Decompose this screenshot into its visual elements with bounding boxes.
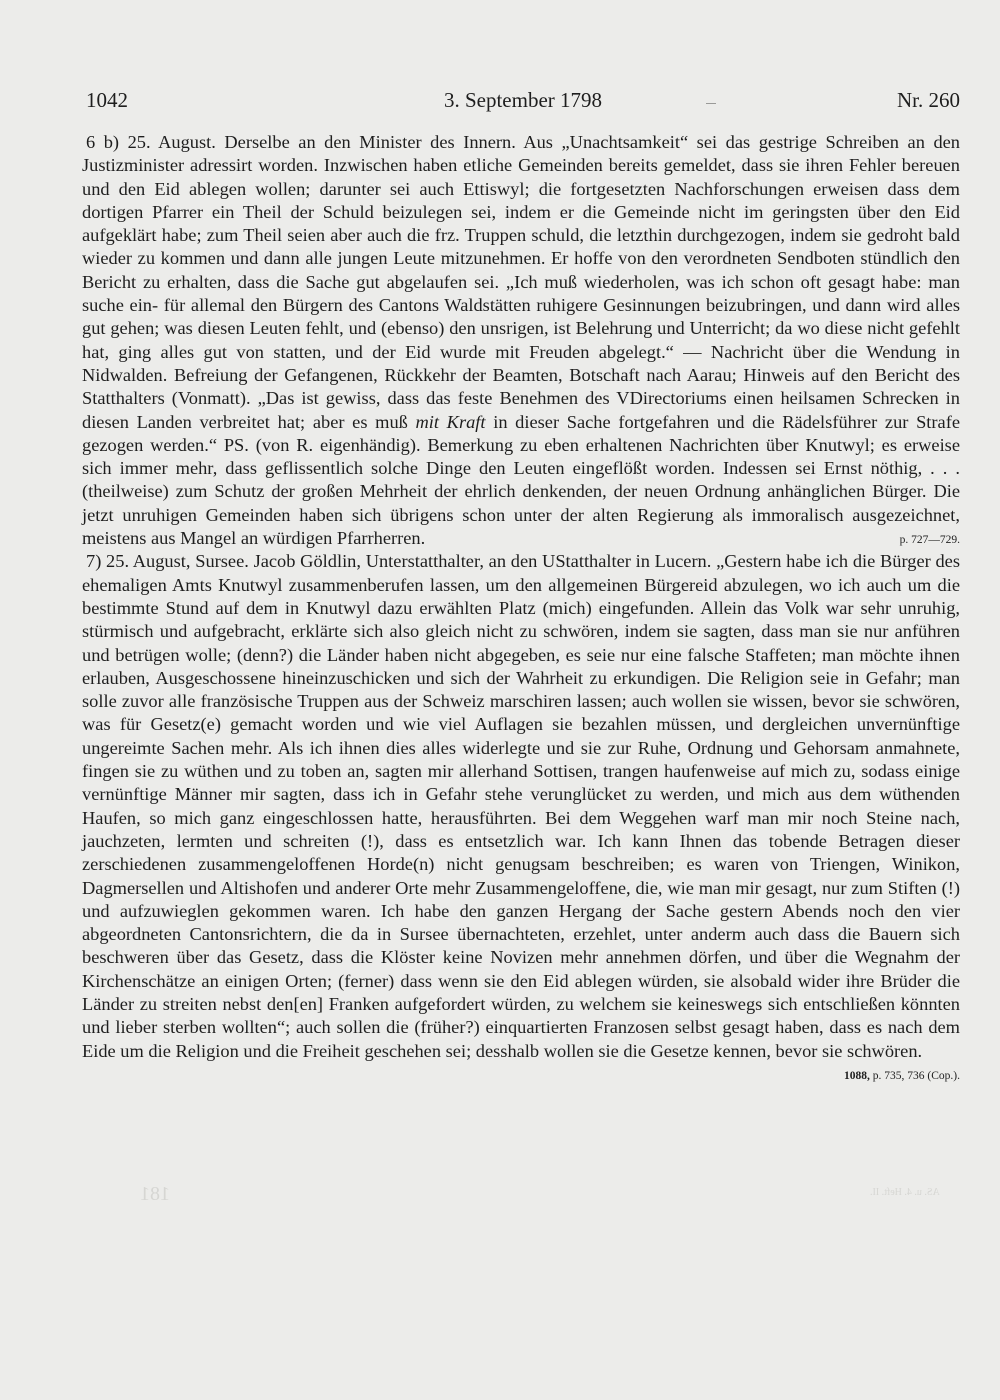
paragraph-7-reference (844, 1065, 960, 1088)
body-text (82, 131, 960, 1086)
page-number: 1042 (86, 88, 128, 112)
paragraph-7-reference-number: 1088, (844, 1069, 870, 1082)
paragraph-6b-text-part2: in dieser Sache fortgefahren und die Rädelsführer zur Strafe gezogen werden.“ PS. (von R. eigenhändig). Bemerkung zu eben erhaltenen Nachrichten über Knutwyl; es erweise sich immer mehr, dass geflissentlich solche Dinge den Leuten eingeflößt worden. Indessen sei Ernst nöthig, . . . (theilweise) zum Schutz der großen Mehrheit der ehrlich denkenden, der neuen Ordnung anhänglichen Bürger. Die jetzt unruhigen Gemeinden haben sich übrigens schon unter der alten Regierung als immoralisch ausgezeichnet, meistens aus Mangel an würdigen Pfarrherren. (82, 411, 960, 549)
paragraph-6b-reference: p. 727—729. (899, 534, 960, 547)
paragraph-7 (82, 550, 960, 1082)
bleed-through-mark-b: AS. u. 4. Heft. II. (870, 1187, 940, 1198)
paragraph-6b-text-part1: 6 b) 25. August. Derselbe an den Minister des Innern. Aus „Unachtsamkeit“ sei das gestrige Schreiben an den Justizminister adressirt worden. Inzwischen haben etliche Gemeinden bereits gemeldet, dass sie ihren Fehler bereuen und den Eid ablegen wollen; darunter sei auch Ettiswyl; die fortgesetzten Nachforschungen erweisen dass dem dortigen Pfarrer ein Theil der Schuld beizulegen sei, indem er die Gemeinde nicht im geringsten über den Eid aufgeklärt habe; zum Theil seien aber auch die frz. Truppen schuld, die letzthin durchgezogen, indem sie gedroht bald wieder zu kommen und dann alle jungen Leute mitzunehmen. Er hoffe von den verordneten Sendboten stündlich den Bericht zu erhalten, dass die Sache gut abgelaufen sei. „Ich muß wiederholen, was ich schon oft gesagt habe: man suche ein- für allemal den Bürgern des Cantons Waldstätten ruhigere Gesinnungen beizubringen, und dann wird alles gut gehen; was diesen Leuten fehlt, und (ebenso) den unsrigen, ist Belehrung und Unterricht; da wo diese nicht gefehlt hat, ging alles gut von statten, und der Eid wurde mit Freuden abgelegt.“ — Nachricht über die Wendung in Nidwalden. Befreiung der Gefangenen, Rückkehr der Beamten, Botschaft nach Aarau; Hinweis auf den Bericht des Statthalters (Vonmatt). „Das ist gewiss, dass das feste Benehmen des VDirectoriums einen heilsamen Schrecken in diesen Landen verbreitet hat; aber es muß (82, 132, 960, 432)
header-date: 3. September 1798 (443, 88, 603, 112)
bleed-through-mark-a: 181 (140, 1183, 170, 1205)
bleed-through-marks (140, 1183, 960, 1203)
paragraph-7-reference-pages: p. 735, 736 (Cop.). (872, 1069, 960, 1082)
document-number: Nr. 260 (897, 88, 960, 112)
paragraph-7-text: 7) 25. August, Sursee. Jacob Göldlin, Unterstatthalter, an den UStatthalter in Lucern. „Gestern habe ich die Bürger des ehemaligen Amts Knutwyl zusammenberufen lassen, um den allgemeinen Bürgereid abzulegen, wo ich auch um die bestimmte Stund auf dem in Knutwyl dazu erwählten Platz (mich) eingefunden. Allein das Volk war sehr unruhig, stürmisch und aufgebracht, erklärte sich also gleich nicht zu schwören, indem sie sagten, dass man sie nur anführen und betrügen wolle; (denn?) die Länder haben nicht abgegeben, es seie nur eine falsche Staffeten; man möchte ihnen erlauben, Ausgeschossene hineinzuschicken und sich der Wahrheit zu erkundigen. Die Religion seie in Gefahr; man solle zuvor alle französische Truppen aus der Schweiz marschiren lassen; auch wollen sie wissen, bevor sie schwören, was für Gesetz(e) gemacht worden und wie viel Auflagen sie bezahlen müssen, und dergleichen unvernünftige ungereimte Sachen mehr. Als ich ihnen dies alles widerlegte und sie zur Ruhe, Ordnung und Gehorsam anmahnete, fingen sie zu wüthen und zu toben an, sagten mir allerhand Sottisen, trangen haufenweise auf mich zu, sodass einige vernünftige Männer mir sagten, dass ich in Gefahr stehe verunglücket zu werden, und mich aus dem wüthenden Haufen, so mich ganz eingeschlossen hatte, herausführten. Bei dem Weggehen warf man mir noch Steine nach, jauchzeten, lermten und schreiten (!), dass es entsetzlich war. Ich kann Ihnen das tobende Betragen dieser zerschiedenen zusammengeloffenen Horde(n) nicht genugsam beschreiben; es waren von Triengen, Winikon, Dagmersellen und Altishofen und anderer Orte mehr Zusammengeloffene, die, wie man mir gesagt, nur zum Stiften (!) und aufzuwieglen gekommen waren. Ich habe den ganzen Hergang der Sache gestern Abends noch den vier abgeordneten Cantonsrichtern, die da in Sursee übernachteten, erzehlet, unter anderm auch dass die Bauern sich beschweren über das Gesetz, dass die Klöster keine Novizen mehr annehmen dörfen, und über die Wegnahm der Kirchenschätze an einigen Orten; (ferner) dass wenn sie den Eid ablegen würden, sie alsobald wider ihre Brüder die Länder zu streiten nebst den[en] Franken aufgefordert würden, zu welchem sie keineswegs sich entschließen könnten und lieber sterben wollten“; auch sollen die (früher?) einquartierten Franzosen selbst gesagt haben, dass es nach dem Eide um die Religion und die Freiheit geschehen sei; desshalb wollen sie die Gesetze kennen, bevor sie schwören. (82, 551, 960, 1061)
paragraph-6b-italic: mit Kraft (415, 411, 486, 432)
paragraph-6b (82, 131, 960, 550)
running-header (86, 88, 960, 118)
